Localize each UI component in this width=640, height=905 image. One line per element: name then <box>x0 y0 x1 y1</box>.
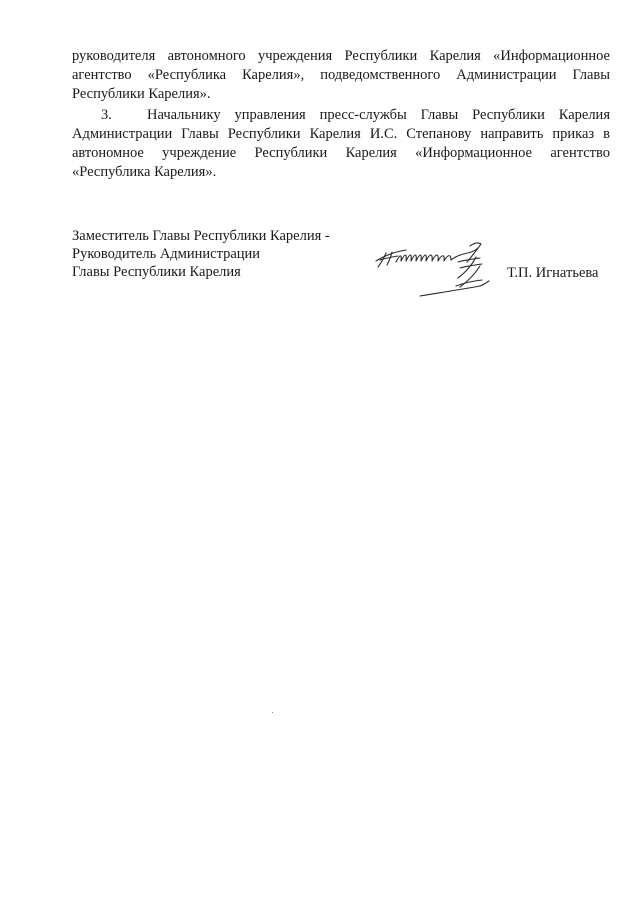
paragraph-2-line-3: Республики Карелия». <box>72 86 211 102</box>
signer-position-line-1: Заместитель Главы Республики Карелия - <box>72 228 330 244</box>
paragraph-2-line-2: агентство «Республика Карелия», подведомственного Администрации Главы <box>72 67 610 83</box>
paragraph-3-line-3: автономное учреждение Республики Карелия «Информационное агентство <box>72 145 610 161</box>
paragraph-3-number: 3. <box>101 107 112 123</box>
paragraph-3-line-1: Начальнику управления пресс-службы Главы Республики Карелия <box>147 107 610 123</box>
paragraph-2-line-1: руководителя автономного учреждения Республики Карелия «Информационное <box>72 48 610 64</box>
handwritten-signature <box>372 236 504 302</box>
signer-position-line-2: Руководитель Администрации <box>72 246 261 262</box>
paragraph-3-line-4: «Республика Карелия». <box>72 164 217 180</box>
signer-position-line-3: Главы Республики Карелия <box>72 264 241 280</box>
paragraph-3-line-2: Администрации Главы Республики Карелия И.С. Степанову направить приказ в <box>72 126 610 142</box>
scan-speck <box>272 712 273 713</box>
signer-name: Т.П. Игнатьева <box>507 265 599 281</box>
